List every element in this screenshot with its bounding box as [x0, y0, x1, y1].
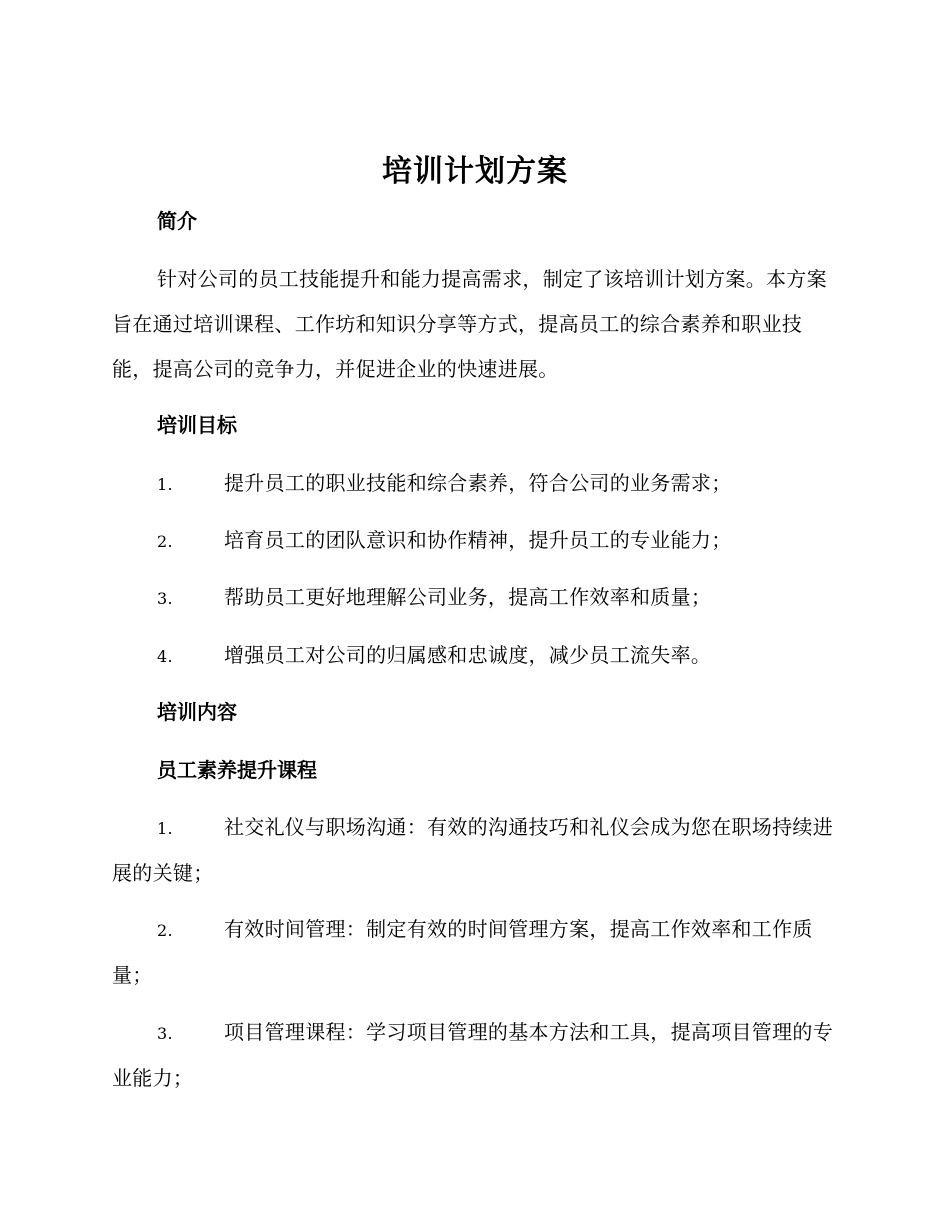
intro-paragraph [112, 257, 837, 392]
list-number: 3. [157, 589, 173, 608]
list-number: 4. [157, 647, 173, 666]
course-list-item [112, 805, 837, 896]
list-item-text: 帮助员工更好地理解公司业务，提高工作效率和质量； [224, 585, 712, 609]
list-number: 1. [157, 819, 173, 838]
list-item-text: 项目管理课程：学习项目管理的基本方法和工具，提高项目管理的专业能力； [112, 1020, 833, 1090]
course-list-item [112, 1010, 837, 1101]
list-number: 2. [157, 921, 173, 940]
document-title: 培训计划方案 [382, 154, 568, 189]
list-item-text: 有效时间管理：制定有效的时间管理方案，提高工作效率和工作质量； [112, 917, 813, 987]
goal-list-item [112, 575, 837, 621]
intro-paragraph-text: 针对公司的员工技能提升和能力提高需求，制定了该培训计划方案。本方案旨在通过培训课程、工作坊和知识分享等方式，提高员工的综合素养和职业技能，提高公司的竞争力，并促进企业的快速进展。 [112, 267, 827, 381]
section-heading-content: 培训内容 [157, 700, 237, 724]
section-heading-intro: 简介 [157, 209, 197, 233]
list-number: 1. [157, 475, 173, 494]
goal-list-item [112, 461, 837, 507]
course-list-item [112, 907, 837, 998]
goal-list-item [112, 633, 837, 679]
section-heading-goals: 培训目标 [157, 413, 237, 437]
list-item-text: 提升员工的职业技能和综合素养，符合公司的业务需求； [224, 471, 732, 495]
goal-list-item [112, 518, 837, 564]
subsection-heading-courses: 员工素养提升课程 [157, 758, 317, 782]
list-number: 3. [157, 1024, 173, 1043]
list-number: 2. [157, 532, 173, 551]
list-item-text: 增强员工对公司的归属感和忠诚度，减少员工流失率。 [224, 643, 712, 667]
list-item-text: 社交礼仪与职场沟通：有效的沟通技巧和礼仪会成为您在职场持续进展的关键； [112, 815, 833, 885]
list-item-text: 培育员工的团队意识和协作精神，提升员工的专业能力； [224, 528, 732, 552]
